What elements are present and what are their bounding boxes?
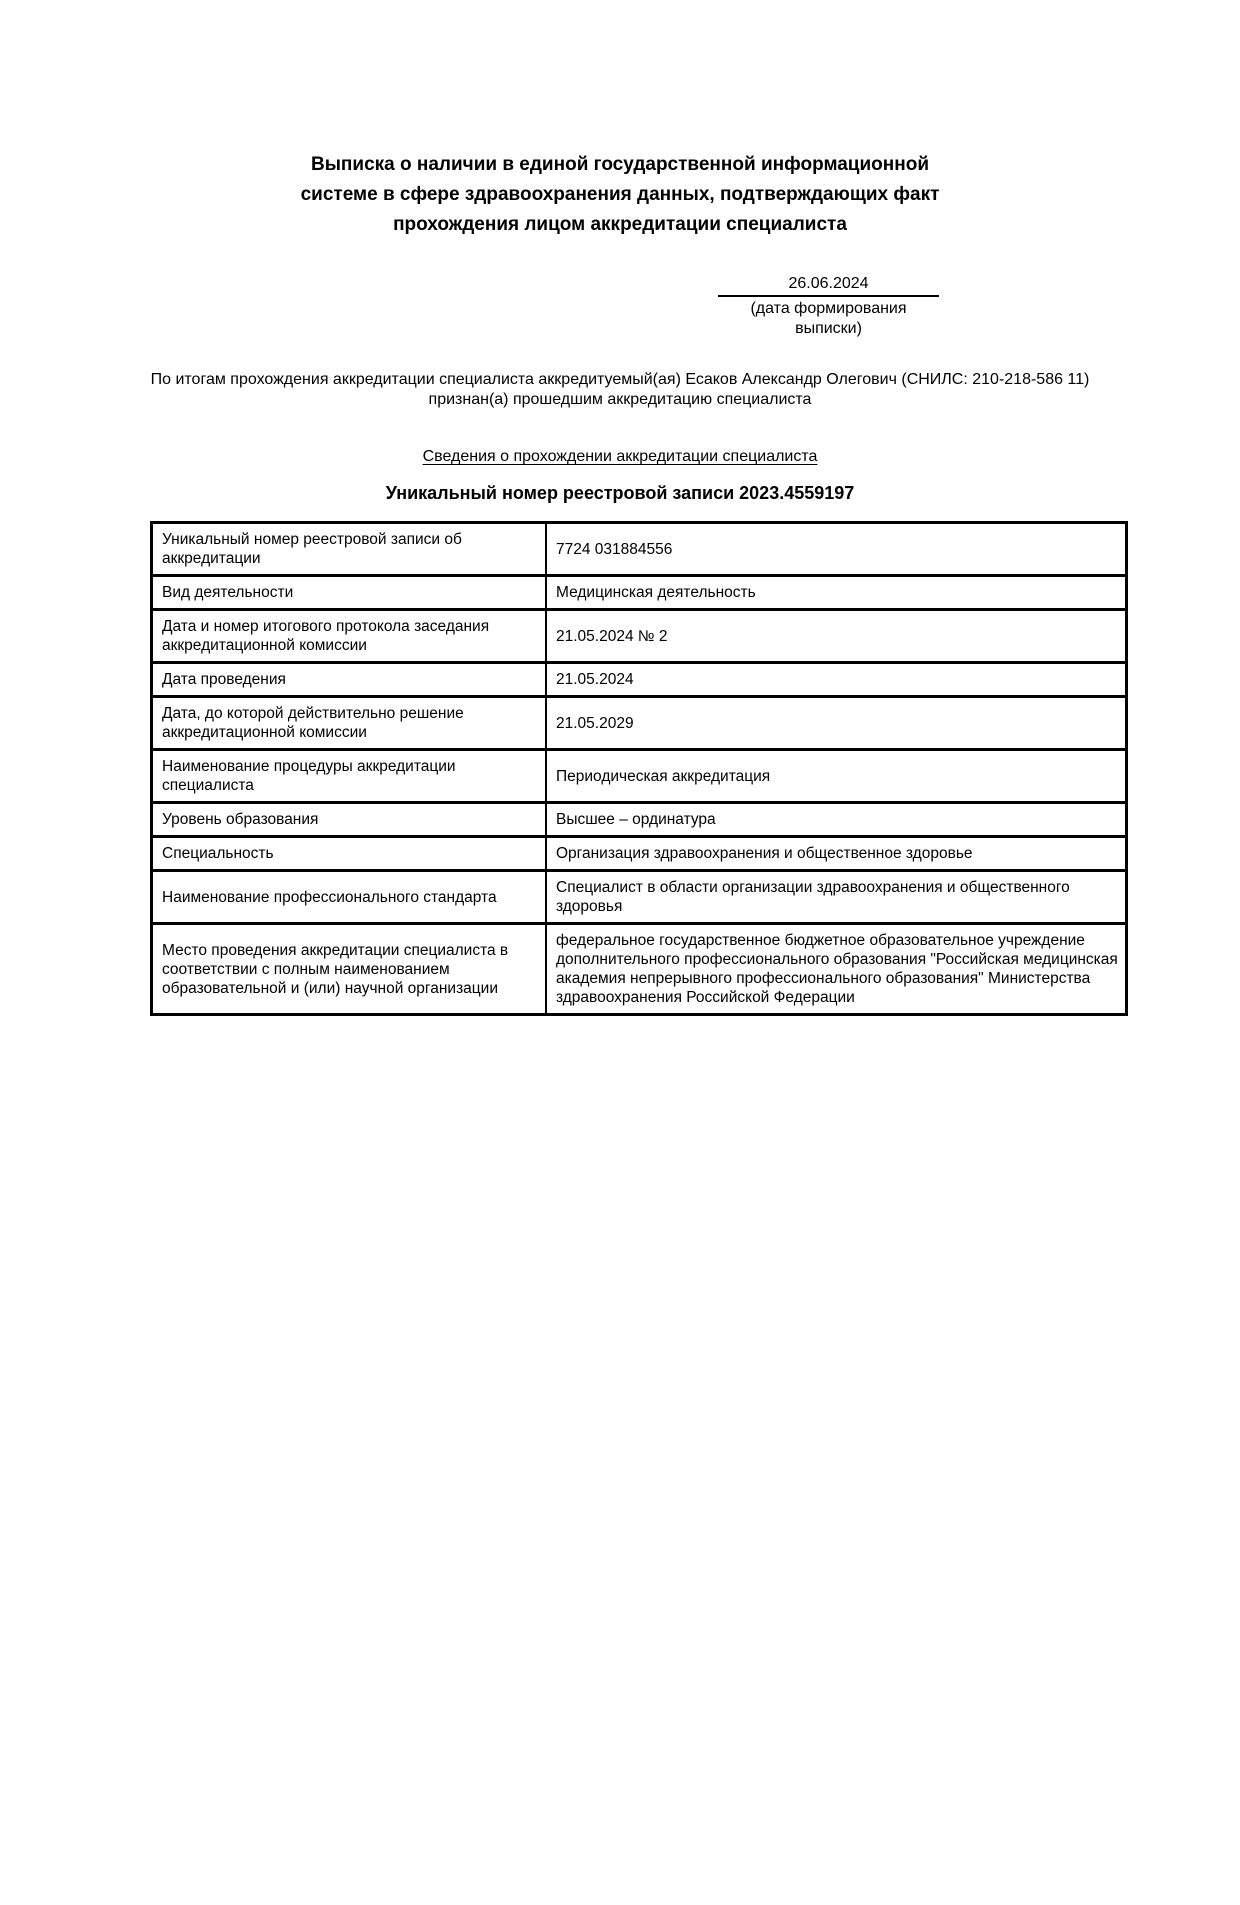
table-cell-value: Высшее – ординатура [546,803,1127,837]
table-row [152,871,1127,924]
table-cell-value: 21.05.2029 [546,697,1127,750]
table-cell-value: федеральное государственное бюджетное образовательное учреждение дополнительного профессионального образования "Российская медицинская академия непрерывного профессионального образования" Министерства здравоохранения Российской Федерации [546,924,1127,1015]
table-cell-value: 7724 031884556 [546,523,1127,576]
table-row [152,837,1127,871]
table-cell-label: Дата проведения [152,663,547,697]
table-cell-label: Место проведения аккредитации специалиста в соответствии с полным наименованием образовательной и (или) научной организации [152,924,547,1015]
intro-line: признан(а) прошедшим аккредитацию специалиста [428,391,812,408]
table-row [152,750,1127,803]
extract-date-caption: (дата формирования выписки) [750,300,907,337]
extract-date: 26.06.2024 [718,274,939,297]
table-cell-value: Медицинская деятельность [546,576,1127,610]
table-row [152,576,1127,610]
table-row [152,924,1127,1015]
table-cell-value: Периодическая аккредитация [546,750,1127,803]
table-row [152,697,1127,750]
registry-number-header: Уникальный номер реестровой записи 2023.4559197 [385,483,855,503]
document-title-line: Выписка о наличии в единой государственной информационной [310,154,930,175]
table-cell-value: 21.05.2024 № 2 [546,610,1127,663]
table-cell-label: Дата, до которой действительно решение аккредитационной комиссии [152,697,547,750]
section-header: Сведения о прохождении аккредитации специалиста [422,448,818,465]
table-cell-value: Специалист в области организации здравоохранения и общественного здоровья [546,871,1127,924]
table-cell-label: Вид деятельности [152,576,547,610]
intro-paragraph [0,370,1240,410]
document-title [0,150,1240,240]
table-cell-label: Уникальный номер реестровой записи об аккредитации [152,523,547,576]
table-row [152,663,1127,697]
table-row [152,610,1127,663]
document-page [0,150,1240,1905]
intro-line: По итогам прохождения аккредитации специалиста аккредитуемый(ая) Есаков Александр Олегович (СНИЛС: 210-218-586 11) [150,371,1090,388]
accreditation-table [150,521,1128,1016]
table-cell-value: 21.05.2024 [546,663,1127,697]
table-cell-label: Наименование процедуры аккредитации специалиста [152,750,547,803]
table-cell-label: Дата и номер итогового протокола заседания аккредитационной комиссии [152,610,547,663]
document-title-line: прохождения лицом аккредитации специалиста [393,214,847,235]
table-row [152,523,1127,576]
table-row [152,803,1127,837]
table-cell-value: Организация здравоохранения и общественное здоровье [546,837,1127,871]
extract-date-block [718,274,939,339]
table-cell-label: Уровень образования [152,803,547,837]
document-title-line: системе в сфере здравоохранения данных, подтверждающих факт [300,184,940,205]
table-cell-label: Наименование профессионального стандарта [152,871,547,924]
table-cell-label: Специальность [152,837,547,871]
